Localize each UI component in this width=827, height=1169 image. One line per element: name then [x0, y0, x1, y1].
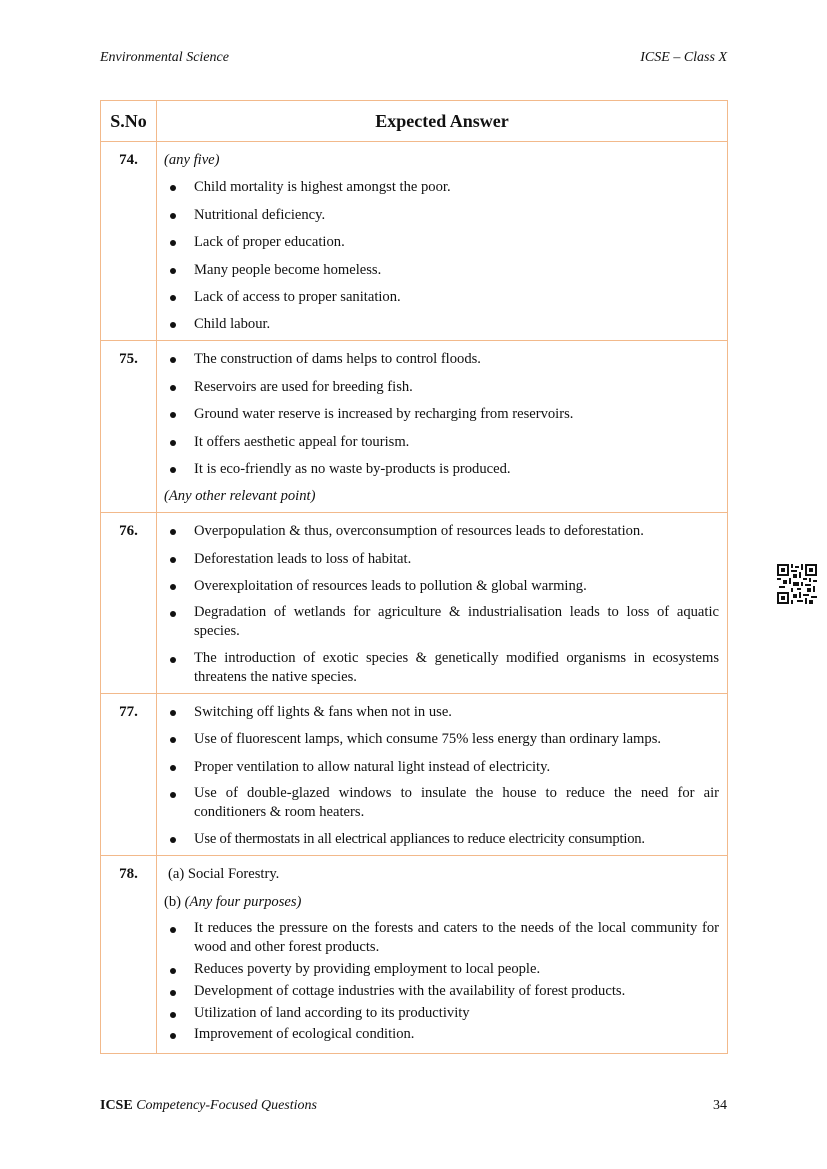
bullet-point: Use of double-glazed windows to insulate the house to reduce the need for air conditioners & room heaters.: [164, 784, 719, 822]
column-header-answer: Expected Answer: [157, 101, 728, 142]
question-number: 74.: [101, 142, 157, 341]
bullet-list: [164, 349, 719, 479]
part-b-label: (b): [164, 893, 185, 910]
answer-cell: [157, 142, 728, 341]
answer-intro: (any five): [164, 152, 220, 168]
bullet-point: It offers aesthetic appeal for tourism.: [164, 432, 719, 452]
answers-table: [100, 100, 728, 1054]
bullet-point: It is eco-friendly as no waste by-products is produced.: [164, 459, 719, 479]
qr-code-icon[interactable]: [777, 564, 817, 604]
bullet-point: Reduces poverty by providing employment to local people.: [164, 960, 719, 979]
bullet-point: Nutritional deficiency.: [164, 205, 719, 225]
question-number: 75.: [101, 341, 157, 513]
bullet-point: Use of thermostats in all electrical appliances to reduce electricity consumption.: [164, 829, 719, 849]
bullet-point: Degradation of wetlands for agriculture & industrialisation leads to loss of aquatic species.: [164, 603, 719, 641]
part-b-note: (Any four purposes): [184, 893, 302, 910]
bullet-point: The introduction of exotic species & genetically modified organisms in ecosystems threatens the native species.: [164, 649, 719, 687]
table-row-75: [101, 341, 728, 513]
bullet-point: Child labour.: [164, 314, 719, 334]
bullet-list: [164, 702, 719, 850]
bullet-point: Improvement of ecological condition.: [164, 1025, 719, 1044]
answer-cell: [157, 693, 728, 856]
bullet-point: Use of fluorescent lamps, which consume 75% less energy than ordinary lamps.: [164, 729, 719, 749]
answer-cell: [157, 856, 728, 1054]
bullet-point: Overpopulation & thus, overconsumption of resources leads to deforestation.: [164, 521, 719, 541]
bullet-point: Lack of proper education.: [164, 232, 719, 252]
bullet-point: Utilization of land according to its productivity: [164, 1004, 719, 1023]
column-header-sno: S.No: [101, 101, 157, 142]
bullet-point: The construction of dams helps to control floods.: [164, 349, 719, 369]
header-subject: Environmental Science: [100, 50, 229, 65]
bullet-list: [164, 177, 719, 334]
bullet-point: Ground water reserve is increased by recharging from reservoirs.: [164, 404, 719, 424]
page-number: 34: [713, 1098, 727, 1113]
footer-title: [100, 1098, 317, 1114]
footer-subtitle: Competency-Focused Questions: [132, 1098, 317, 1113]
header-class: ICSE – Class X: [640, 50, 727, 65]
answer-note: (Any other relevant point): [164, 488, 316, 505]
answer-part-a: (a) Social Forestry.: [168, 866, 280, 883]
bullet-point: Overexploitation of resources leads to pollution & global warming.: [164, 576, 719, 596]
bullet-list: [164, 919, 719, 1044]
table-row-74: [101, 142, 728, 341]
bullet-point: Deforestation leads to loss of habitat.: [164, 549, 719, 569]
bullet-point: Lack of access to proper sanitation.: [164, 287, 719, 307]
bullet-point: Development of cottage industries with the availability of forest products.: [164, 982, 719, 1001]
bullet-list: [164, 521, 719, 687]
table-row-76: [101, 513, 728, 694]
answer-part-b: [164, 892, 719, 912]
question-number: 76.: [101, 513, 157, 694]
bullet-point: Many people become homeless.: [164, 260, 719, 280]
bullet-point: Proper ventilation to allow natural light instead of electricity.: [164, 757, 719, 777]
question-number: 77.: [101, 693, 157, 856]
answer-cell: [157, 341, 728, 513]
question-number: 78.: [101, 856, 157, 1054]
table-header-row: [101, 101, 728, 142]
table-row-78: [101, 856, 728, 1054]
answer-cell: [157, 513, 728, 694]
table-row-77: [101, 693, 728, 856]
bullet-point: Switching off lights & fans when not in use.: [164, 702, 719, 722]
bullet-point: It reduces the pressure on the forests and caters to the needs of the local community for wood and other forest products.: [164, 919, 719, 957]
bullet-point: Child mortality is highest amongst the poor.: [164, 177, 719, 197]
bullet-point: Reservoirs are used for breeding fish.: [164, 377, 719, 397]
footer-brand: ICSE: [100, 1098, 133, 1113]
